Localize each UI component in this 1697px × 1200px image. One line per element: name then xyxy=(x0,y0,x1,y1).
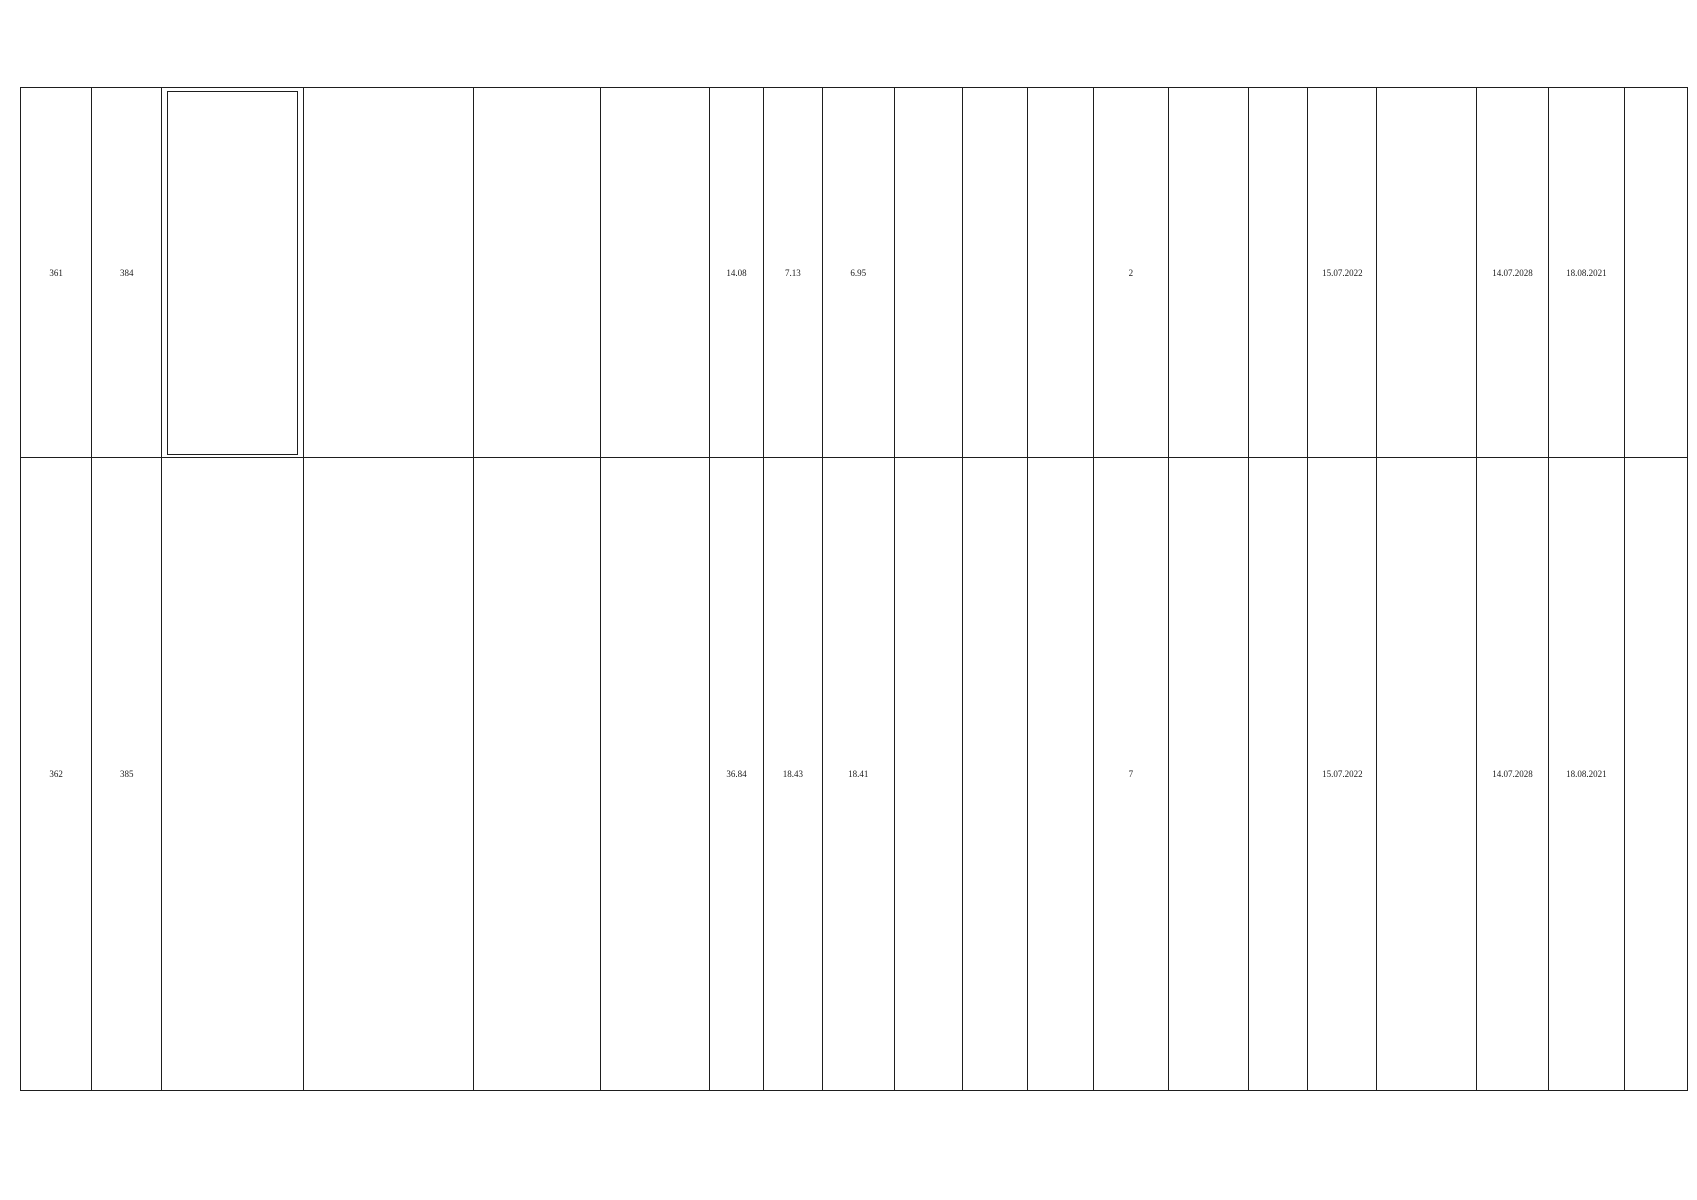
route-name xyxy=(167,91,297,455)
row-number: 362 xyxy=(21,458,92,1091)
start-date: 15.07.2022 xyxy=(1308,88,1377,458)
table-row xyxy=(21,88,1688,458)
streets-forward xyxy=(473,88,601,458)
vehicle-class xyxy=(1027,88,1093,458)
streets-backward xyxy=(601,458,709,1091)
route-number: 384 xyxy=(92,88,162,458)
route-length-total: 36.84 xyxy=(709,458,763,1091)
route-length-backward: 18.41 xyxy=(822,458,894,1091)
streets-backward xyxy=(601,88,709,458)
forward-stops xyxy=(303,88,473,458)
accessibility xyxy=(1169,458,1249,1091)
forward-stops xyxy=(303,458,473,1091)
operator-info xyxy=(1377,458,1477,1091)
extra-date: 18.08.2021 xyxy=(1548,88,1625,458)
start-date: 15.07.2022 xyxy=(1308,458,1377,1091)
vehicle-count: 2 xyxy=(1093,88,1168,458)
route-name-cell xyxy=(162,88,303,458)
contract-info xyxy=(1248,88,1308,458)
accessibility xyxy=(1169,88,1249,458)
vehicle-class xyxy=(1027,458,1093,1091)
route-length-forward: 7.13 xyxy=(764,88,822,458)
operator-info xyxy=(1377,88,1477,458)
stop-mode xyxy=(894,88,962,458)
row-number: 361 xyxy=(21,88,92,458)
extra-date: 18.08.2021 xyxy=(1548,458,1625,1091)
contract-info xyxy=(1248,458,1308,1091)
route-name xyxy=(162,458,303,1091)
end-date: 14.07.2028 xyxy=(1477,88,1548,458)
route-length-total: 14.08 xyxy=(709,88,763,458)
vehicle-count: 7 xyxy=(1093,458,1168,1091)
routes-register-table xyxy=(20,87,1688,1091)
stop-mode xyxy=(894,458,962,1091)
route-length-backward: 6.95 xyxy=(822,88,894,458)
last-column xyxy=(1625,458,1688,1091)
route-length-forward: 18.43 xyxy=(764,458,822,1091)
end-date: 14.07.2028 xyxy=(1477,458,1548,1091)
tariff-type xyxy=(962,458,1027,1091)
streets-forward xyxy=(473,458,601,1091)
tariff-type xyxy=(962,88,1027,458)
last-column xyxy=(1625,88,1688,458)
table-row xyxy=(21,458,1688,1091)
route-number: 385 xyxy=(92,458,162,1091)
